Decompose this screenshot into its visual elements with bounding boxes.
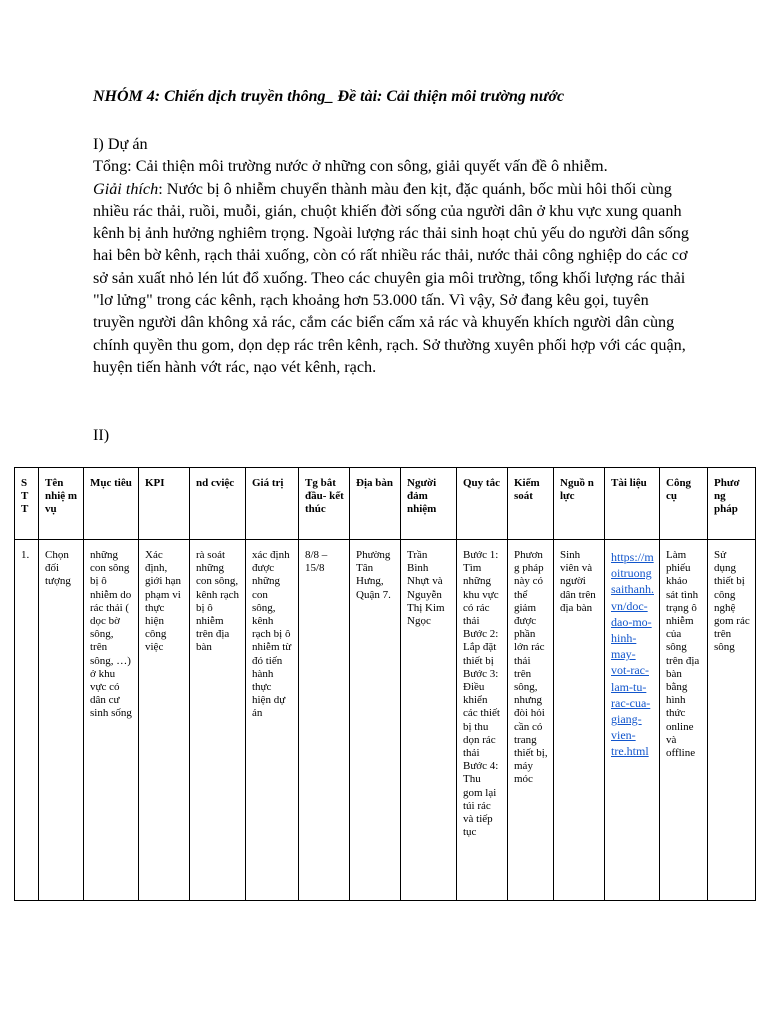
cell-kpi: Xác định, giới hạn phạm vi thực hiện công việc [139, 540, 190, 901]
cell-area: Phường Tân Hưng, Quận 7. [350, 540, 401, 901]
header-resource: Nguồ n lực [554, 468, 605, 540]
header-task-name: Tên nhiệ m vụ [39, 468, 84, 540]
cell-method: Sử dụng thiết bị công nghệ gom rác trên sông [708, 540, 756, 901]
header-person: Người đảm nhiệm [401, 468, 457, 540]
explanation-label: Giải thích [93, 179, 159, 198]
header-documents: Tài liệu [605, 468, 660, 540]
overall-text: : Cải thiện môi trường nước ở những con sông, giải quyết vấn đề ô nhiễm. [127, 157, 608, 176]
cell-person: Trần Bình Nhựt và Nguyễn Thị Kim Ngọc [401, 540, 457, 901]
cell-work-content: rà soát những con sông, kênh rạch bị ô nhiễm trên địa bàn [190, 540, 246, 901]
cell-goal: những con sông bị ô nhiễm do rác thải ( dọc bờ sông, trên sông, …) ở khu vực có dân cư sinh sống [84, 540, 139, 901]
header-kpi: KPI [139, 468, 190, 540]
explanation-paragraph [93, 178, 693, 379]
section-2-heading: II) [93, 426, 110, 444]
header-method: Phươ ng pháp [708, 468, 756, 540]
cell-task-name: Chọn đối tượng [39, 540, 84, 901]
document-link[interactable]: https://moitruongsaithanh.vn/doc-dao-mo-hinh-may-vot-rac-lam-tu-rac-cua-giang-vien-tre.html [611, 550, 654, 759]
cell-rules: Bước 1: Tìm những khu vực có rác thải Bước 2: Lắp đặt thiết bị Bước 3: Điều khiển các thiết bị thu dọn rác thải Bước 4: Thu gom lại túi rác và tiếp tục [457, 540, 508, 901]
explanation-text: : Nước bị ô nhiễm chuyển thành màu đen kịt, đặc quánh, bốc mùi hôi thối cùng nhiều rác thải, ruồi, muỗi, gián, chuột khiến đời sống của người dân ở khu vực xung quanh kênh bị ảnh hưởng nghiêm trọng. Ngoài lượng rác thải sinh hoạt chủ yếu do người dân sống hai bên bờ kênh, rạch thải xuống, còn có rất nhiều rác thải, nước thải công nghiệp do các cơ sở sản xuất nhỏ lén lút đổ xuống. Theo các chuyên gia môi trường, tổng khối lượng rác thải "lơ lửng" trong các kênh, rạch khoảng hơn 53.000 tấn. Vì vậy, Sở đang kêu gọi, tuyên truyền người dân không xả rác, cắm các biển cấm xả rác và khuyến khích người dân cùng chính quyền thu gom, dọn dẹp rác trên kênh, rạch. Sở thường xuyên phối hợp với các quận, huyện tiến hành vớt rác, nạo vét kênh, rạch. [93, 179, 689, 376]
header-control: Kiểm soát [508, 468, 554, 540]
document-title: NHÓM 4: Chiến dịch truyền thông_ Đề tài: Cải thiện môi trường nước [93, 88, 565, 105]
header-rules: Quy tắc [457, 468, 508, 540]
header-area: Địa bàn [350, 468, 401, 540]
header-work-content: nd cviệc [190, 468, 246, 540]
overall-paragraph [93, 155, 693, 177]
section-1-heading: I) Dự án [93, 135, 148, 153]
table-header-row [15, 468, 756, 540]
overall-label: Tổng [93, 157, 128, 176]
header-value: Giá trị [246, 468, 299, 540]
header-stt: S T T [15, 468, 39, 540]
document-body [93, 133, 693, 378]
cell-resource: Sinh viên và người dân trên địa bàn [554, 540, 605, 901]
table-row [15, 540, 756, 901]
cell-time: 8/8 – 15/8 [299, 540, 350, 901]
header-time: Tg bắt đầu- kết thúc [299, 468, 350, 540]
cell-documents [605, 540, 660, 901]
header-tools: Công cụ [660, 468, 708, 540]
plan-table [14, 467, 756, 901]
cell-tools: Làm phiếu khảo sát tình trạng ô nhiễm của sông trên địa bàn bằng hình thức online và offline [660, 540, 708, 901]
cell-control: Phương pháp này có thể giảm được phần lớn rác thải trên sông, nhưng đòi hỏi cần có trang thiết bị, máy móc [508, 540, 554, 901]
cell-stt: 1. [15, 540, 39, 901]
header-goal: Mục tiêu [84, 468, 139, 540]
cell-value: xác định được những con sông, kênh rạch bị ô nhiễm từ đó tiến hành thực hiện dự án [246, 540, 299, 901]
